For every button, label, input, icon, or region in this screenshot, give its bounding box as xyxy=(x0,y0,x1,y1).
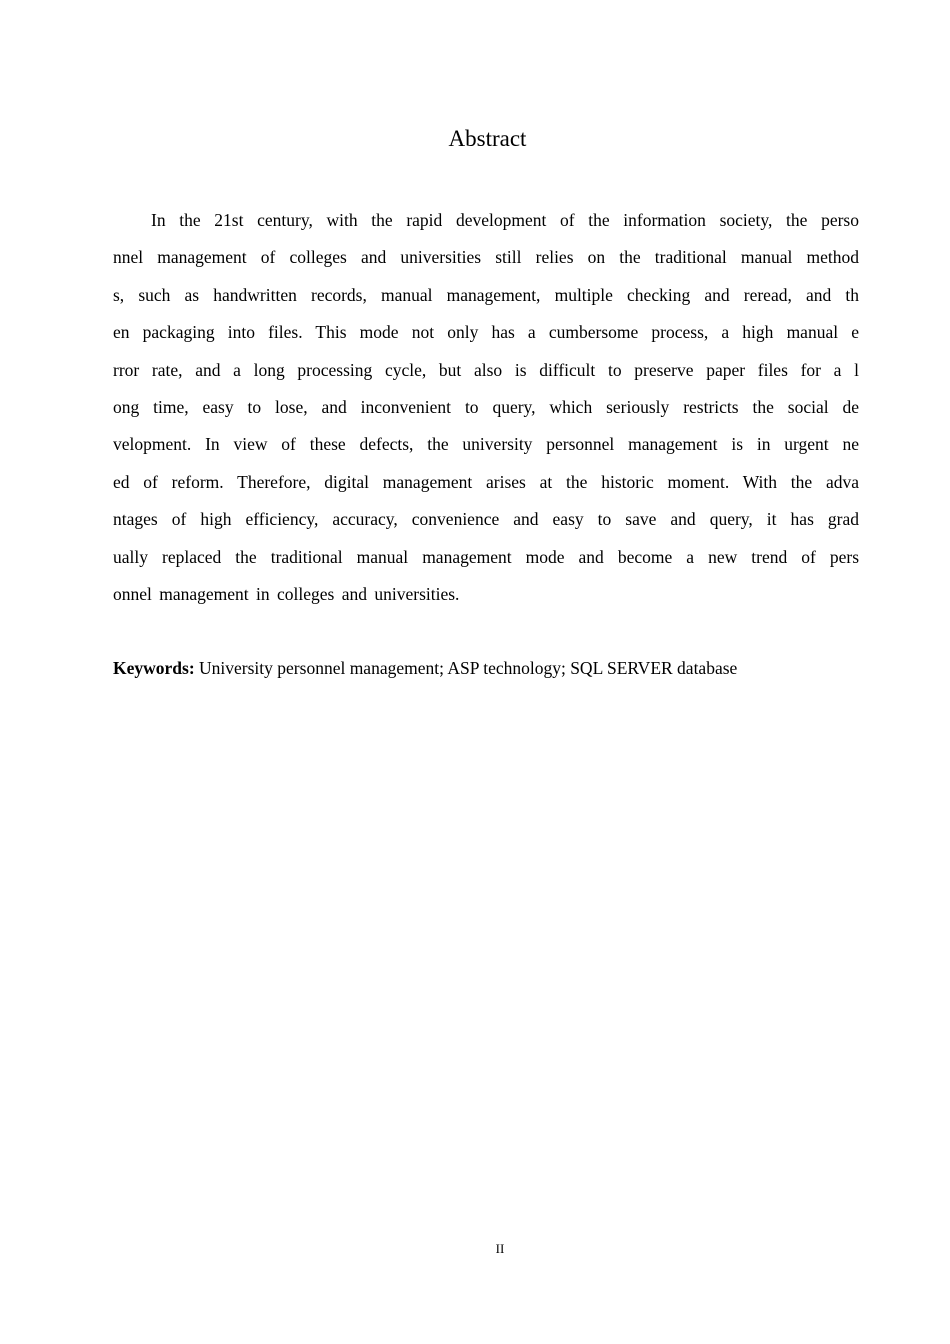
abstract-line: en packaging into files. This mode not only has a cumbersome process, a high manual e xyxy=(113,322,859,343)
keywords-text: University personnel management; ASP technology; SQL SERVER database xyxy=(194,658,738,678)
abstract-line: In the 21st century, with the rapid development of the information society, the perso xyxy=(151,210,859,230)
abstract-line: ed of reform. Therefore, digital management arises at the historic moment. With the adva xyxy=(113,471,859,492)
abstract-line: rror rate, and a long processing cycle, but also is difficult to preserve paper files for a l xyxy=(113,359,859,380)
abstract-title: Abstract xyxy=(448,126,527,151)
abstract-line: s, such as handwritten records, manual management, multiple checking and reread, and th xyxy=(113,284,859,305)
abstract-line: ually replaced the traditional manual management mode and become a new trend of pers xyxy=(113,546,859,567)
keywords-label: Keywords: xyxy=(113,658,195,678)
page-number: II xyxy=(495,1241,505,1256)
abstract-line: onnel management in colleges and universities. xyxy=(113,583,460,604)
abstract-line: ntages of high efficiency, accuracy, convenience and easy to save and query, it has grad xyxy=(113,509,859,530)
keywords-line xyxy=(113,655,859,681)
abstract-line: ong time, easy to lose, and inconvenient to query, which seriously restricts the social de xyxy=(113,396,859,417)
abstract-line: velopment. In view of these defects, the university personnel management is in urgent ne xyxy=(113,434,859,455)
abstract-paragraph xyxy=(113,207,859,618)
abstract-line: nnel management of colleges and universities still relies on the traditional manual method xyxy=(113,247,859,268)
